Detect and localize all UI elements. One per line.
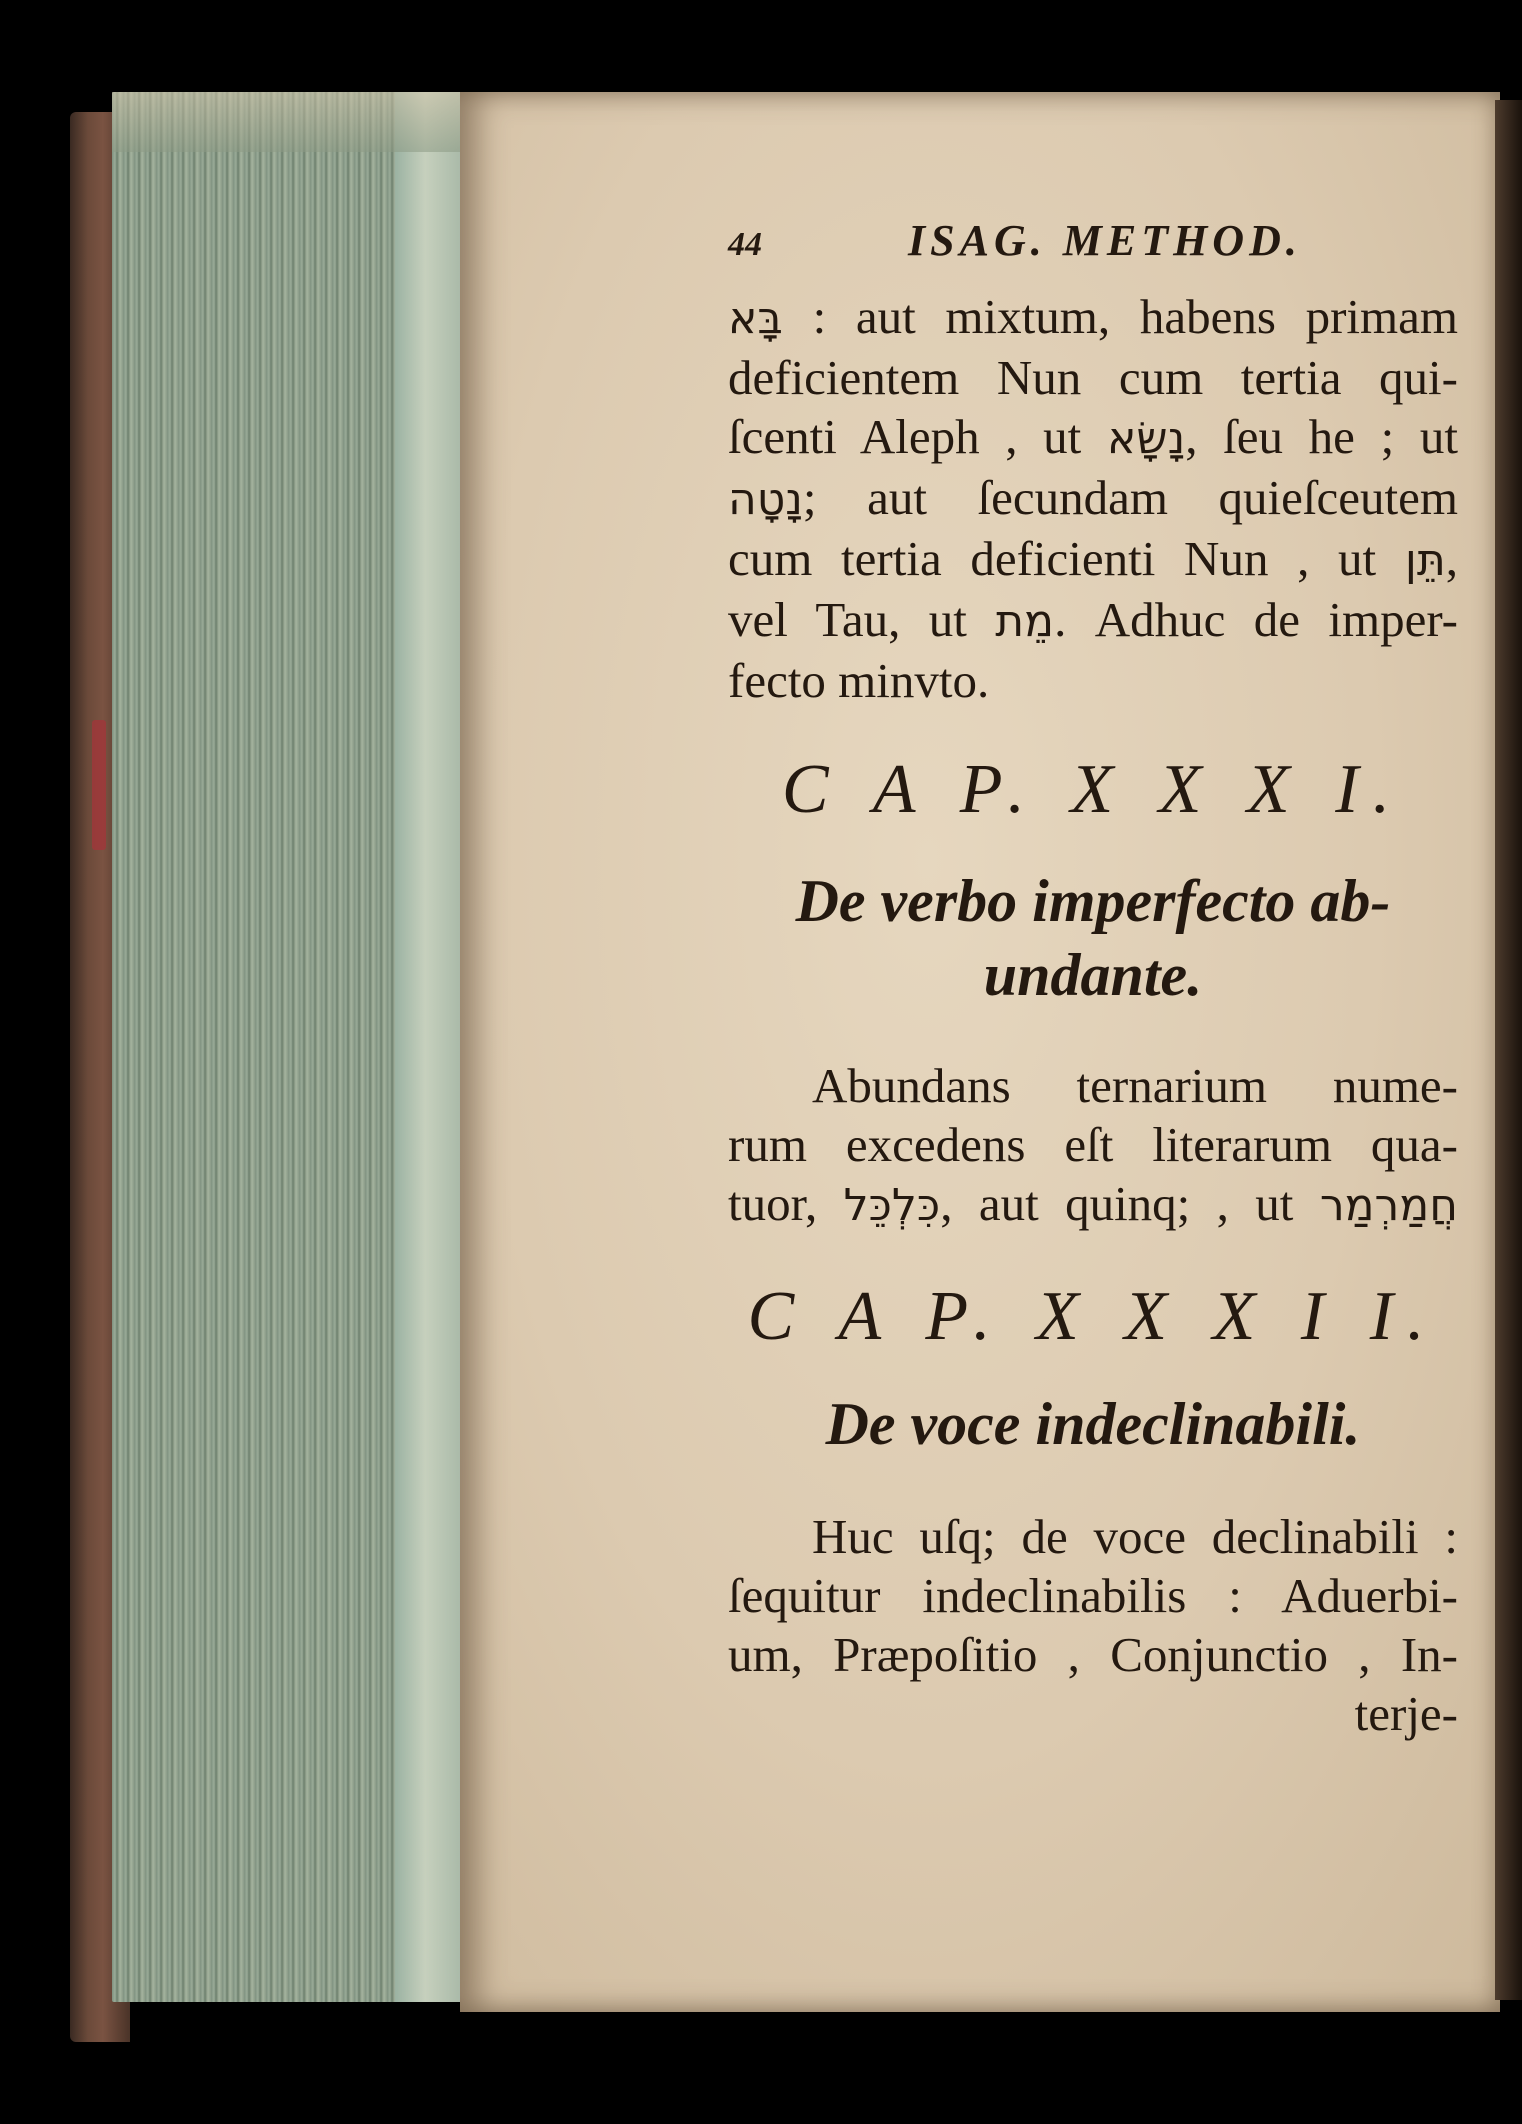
text-line: um, Præpoſitio , Conjunctio , In- [728,1627,1458,1682]
running-head: ISAG. METHOD. [908,216,1302,265]
hebrew-word: מֵת [995,596,1055,647]
chapter-subtitle-31-line2: undante. [983,942,1203,1008]
spine-red-mark [92,720,106,850]
text-line: Huc uſq; de voce declinabili : [812,1509,1458,1564]
chapter-heading-31: C A P. X X X I. [781,751,1405,828]
text-line: Abundans ternarium nume- [812,1058,1458,1113]
catchword: terje- [1354,1686,1458,1741]
chapter-heading-32: C A P. X X X I I. [747,1278,1439,1355]
page-edges-highlight [395,92,462,2002]
text-line: cum tertia deficienti Nun , ut תֵּן, [728,531,1459,586]
hebrew-word: נָטָה [728,474,803,525]
text-line: vel Tau, ut מֵת. Adhuc de imper- [728,592,1458,647]
hebrew-word: בָּא [728,293,783,344]
paragraph-2 [728,1056,1458,1235]
text-line: נָטָה; aut ſecundam quieſceutem [728,470,1458,525]
text-line: fecto minvto. [728,653,990,708]
book-gutter [1495,100,1522,2000]
text-line: deficientem Nun cum tertia qui- [728,350,1458,405]
text-line: ſequitur indeclinabilis : Aduerbi- [728,1568,1458,1623]
hebrew-word: כִּלְכֵּל [843,1180,941,1231]
text-line: ſcenti Aleph , ut נָשָׂא, ſeu he ; ut [728,409,1459,464]
chapter-subtitle-31-line1: De verbo imperfecto ab- [795,868,1391,934]
chapter-subtitle-32: De voce indeclinabili. [825,1391,1361,1457]
text-line: rum excedens eſt literarum qua- [728,1117,1458,1172]
paragraph-1 [728,287,1458,710]
page-number: 44 [728,226,762,263]
paragraph-3 [728,1507,1458,1684]
page-edges-top [112,92,462,152]
hebrew-word: נָשָׂא [1106,413,1186,464]
text-line: tuor, כִּלְכֵּל, aut quinq; , ut חֲמַרְמַר [728,1176,1459,1231]
hebrew-word: חֲמַרְמַר [1319,1180,1459,1231]
page-text [728,215,1458,1743]
hebrew-word: תֵּן [1404,535,1446,586]
text-line: בָּא : aut mixtum, habens primam [728,289,1459,344]
page-header [728,215,1458,279]
